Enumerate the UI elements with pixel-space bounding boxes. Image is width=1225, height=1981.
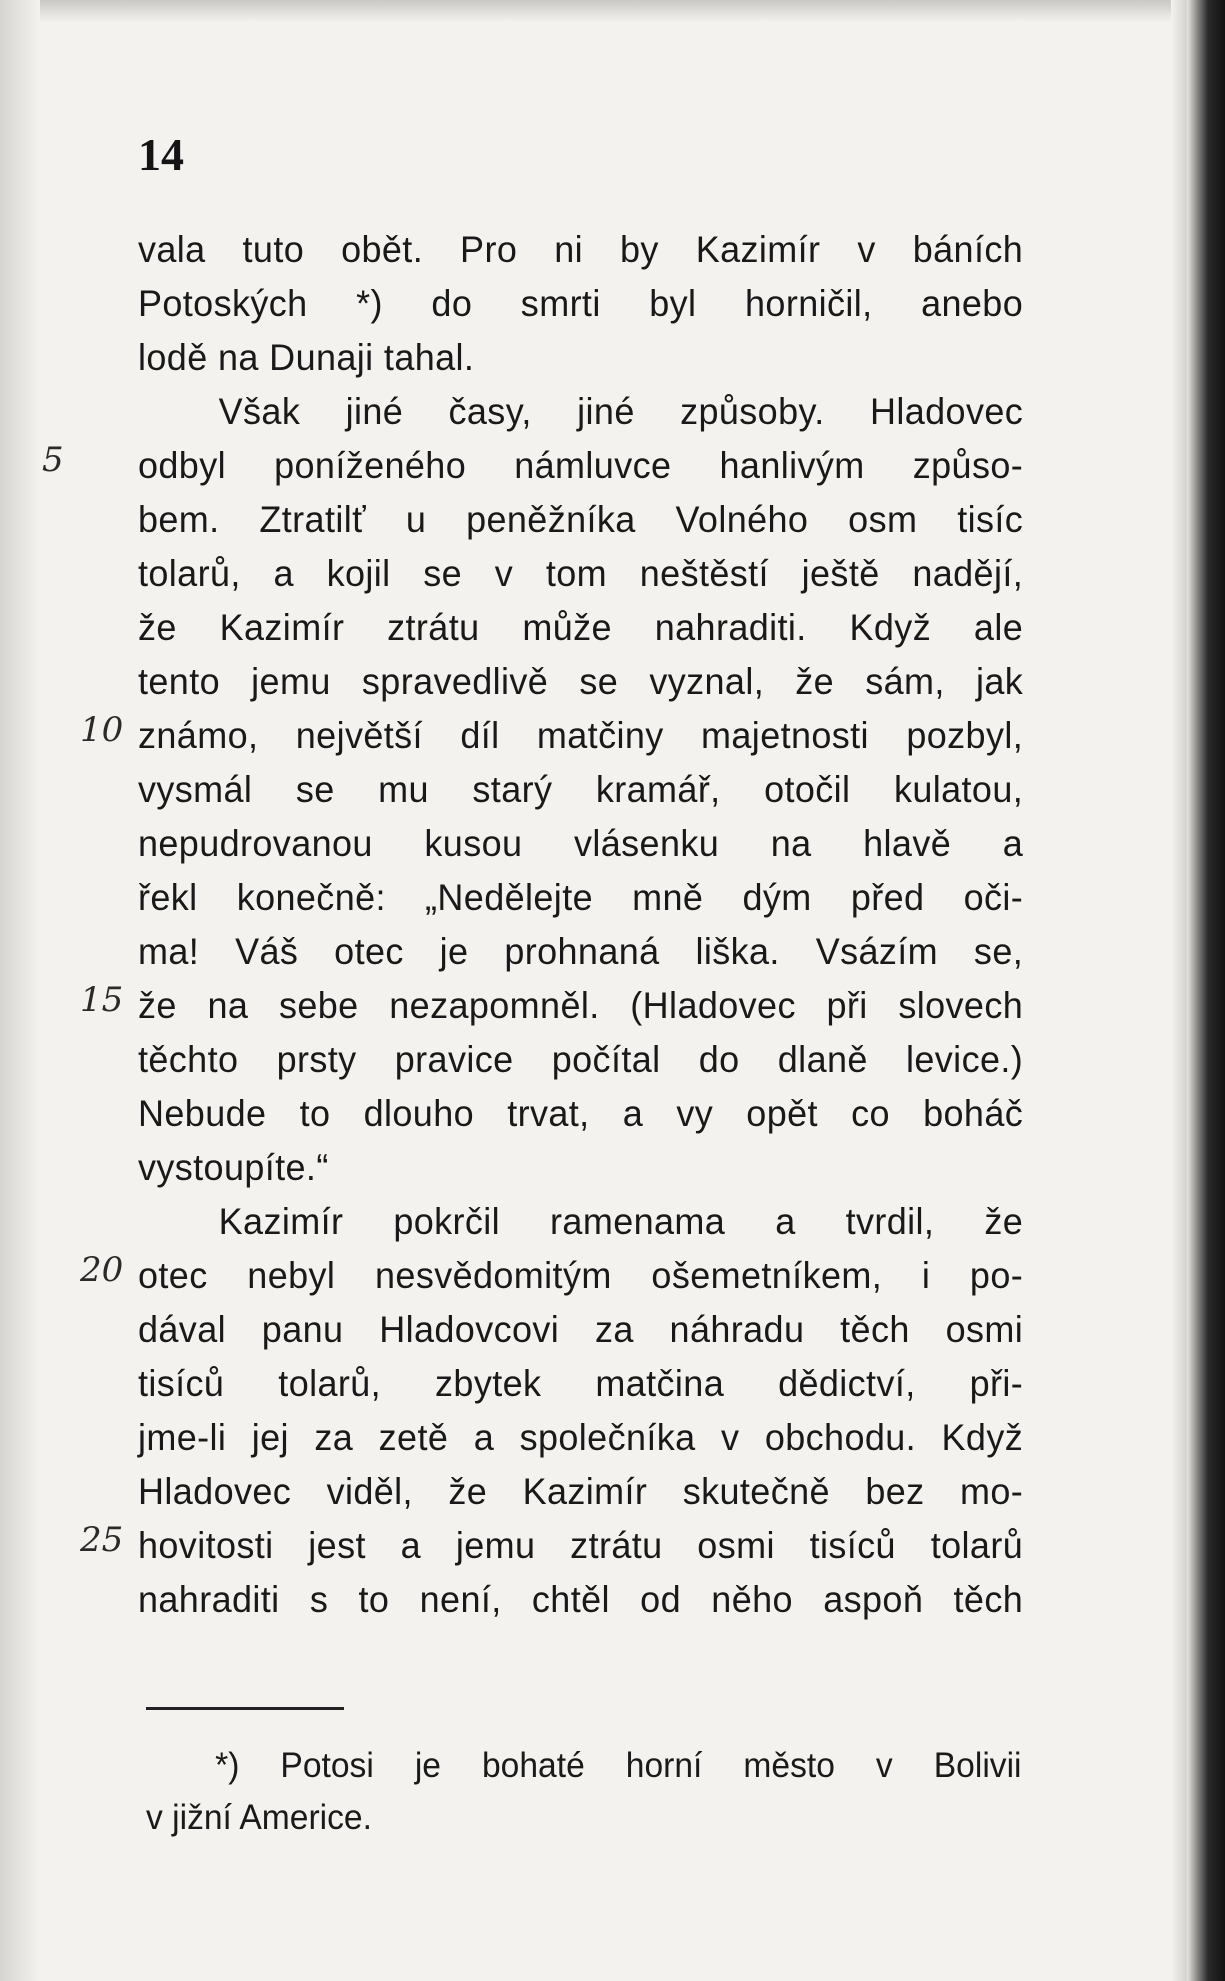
text-line: Hladovec viděl, že Kazimír skutečně bez mo-: [138, 1470, 1024, 1512]
text-line: těchto prsty pravice počítal do dlaně levice.): [138, 1038, 1024, 1080]
text-line: Kazimír pokrčil ramenama a tvrdil, že: [218, 1200, 1024, 1242]
text-line: bem. Ztratilť u peněžníka Volného osm tisíc: [138, 498, 1024, 540]
text-line: Nebude to dlouho trvat, a vy opět co boháč: [138, 1092, 1024, 1134]
page-top-shadow: [0, 0, 1225, 22]
text-line: Však jiné časy, jiné způsoby. Hladovec: [218, 390, 1024, 432]
page-left-shadow: [0, 0, 40, 1981]
text-line: dával panu Hladovcovi za náhradu těch osmi: [138, 1308, 1024, 1350]
body-text: [138, 222, 1023, 1626]
text-line: vala tuto obět. Pro ni by Kazimír v báních: [138, 228, 1024, 270]
footnote-line: v jižní Americe.: [146, 1798, 372, 1837]
text-line: že Kazimír ztrátu může nahraditi. Když ale: [138, 606, 1024, 648]
text-line: otec nebyl nesvědomitým ošemetníkem, i po-: [138, 1254, 1024, 1296]
footnote-line: *) Potosi je bohaté horní město v Bolivii: [215, 1746, 1022, 1785]
margin-line-number-20: 20: [80, 1250, 124, 1290]
text-line: tolarů, a kojil se v tom neštěstí ještě nadějí,: [138, 552, 1024, 594]
margin-line-number-15: 15: [80, 980, 124, 1020]
text-line: známo, největší díl matčiny majetnosti pozbyl,: [138, 714, 1024, 756]
text-line: odbyl poníženého námluvce hanlivým způso-: [138, 444, 1024, 486]
page-number: 14: [138, 129, 184, 180]
margin-line-number-10: 10: [80, 710, 124, 750]
margin-line-number-5: 5: [42, 440, 64, 480]
text-line: nepudrovanou kusou vlásenku na hlavě a: [138, 822, 1024, 864]
footnote-divider: [146, 1707, 344, 1710]
text-line: ma! Váš otec je prohnaná liška. Vsázím se,: [138, 930, 1024, 972]
text-line: lodě na Dunaji tahal.: [138, 336, 475, 378]
page-right-gradient: [1171, 0, 1187, 1981]
text-line: řekl konečně: „Nedělejte mně dým před oči-: [138, 876, 1024, 918]
text-line: tisíců tolarů, zbytek matčina dědictví, při-: [138, 1362, 1024, 1404]
text-line: Potoských *) do smrti byl horničil, anebo: [138, 282, 1024, 324]
text-line: nahraditi s to není, chtěl od něho aspoň těch: [138, 1578, 1024, 1620]
text-line: že na sebe nezapomněl. (Hladovec při slovech: [138, 984, 1024, 1026]
footnote: [146, 1740, 1022, 1844]
margin-line-number-25: 25: [80, 1520, 124, 1560]
text-line: vysmál se mu starý kramář, otočil kulatou,: [138, 768, 1024, 810]
text-line: jme-li jej za zetě a společníka v obchodu. Když: [138, 1416, 1024, 1458]
text-line: hovitosti jest a jemu ztrátu osmi tisíců tolarů: [138, 1524, 1024, 1566]
page-binding-edge: [1187, 0, 1225, 1981]
text-line: vystoupíte.“: [138, 1146, 329, 1188]
text-line: tento jemu spravedlivě se vyznal, že sám, jak: [138, 660, 1024, 702]
